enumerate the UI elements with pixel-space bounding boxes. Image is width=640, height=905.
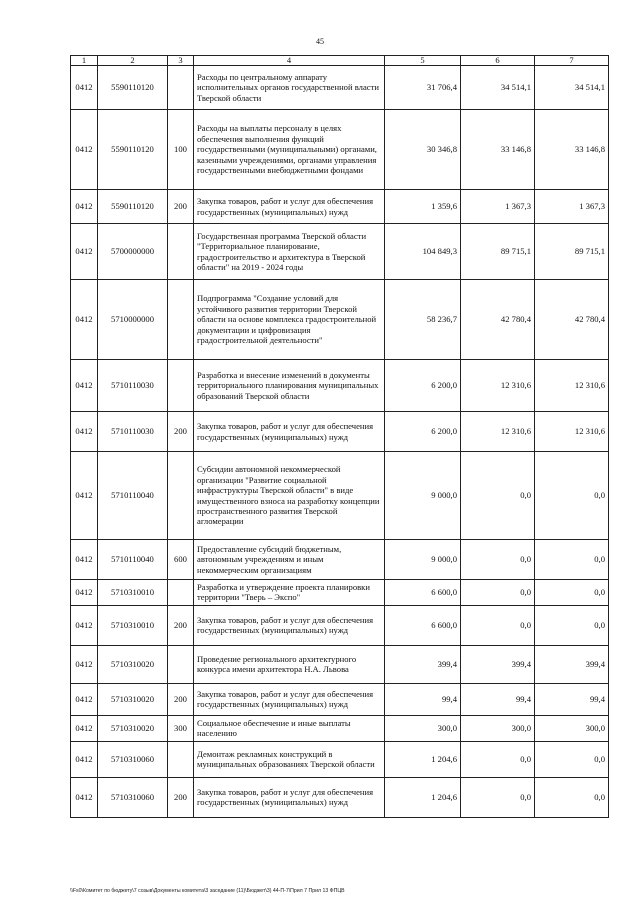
table-row xyxy=(71,110,609,190)
section-code-cell: 0412 xyxy=(71,110,98,190)
table-row xyxy=(71,224,609,280)
amount-year-3-cell: 33 146,8 xyxy=(535,110,609,190)
expense-type-cell xyxy=(168,580,194,606)
amount-year-3-cell: 99,4 xyxy=(535,683,609,715)
amount-year-3-cell: 34 514,1 xyxy=(535,66,609,110)
section-code-cell: 0412 xyxy=(71,360,98,412)
expense-type-cell: 200 xyxy=(168,683,194,715)
target-article-cell: 5700000000 xyxy=(98,224,168,280)
target-article-cell: 5710310060 xyxy=(98,741,168,777)
section-code-cell: 0412 xyxy=(71,605,98,645)
amount-year-2-cell: 0,0 xyxy=(461,580,535,606)
amount-year-2-cell: 0,0 xyxy=(461,540,535,580)
table-row xyxy=(71,715,609,741)
target-article-cell: 5710310020 xyxy=(98,715,168,741)
amount-year-1-cell: 6 600,0 xyxy=(385,605,461,645)
expense-type-cell: 600 xyxy=(168,540,194,580)
table-row xyxy=(71,66,609,110)
file-path-footer: \\Fs0\Комитет по бюджету\7 созыв\Документы комитета\3 заседание (11)\Бюджет\3) 44-П-7\Прил 7 Прил 13 ФПЦВ xyxy=(70,888,345,894)
section-code-cell: 0412 xyxy=(71,66,98,110)
expense-type-cell: 100 xyxy=(168,110,194,190)
amount-year-2-cell: 42 780,4 xyxy=(461,280,535,360)
section-code-cell: 0412 xyxy=(71,190,98,224)
section-code-cell: 0412 xyxy=(71,540,98,580)
column-number: 4 xyxy=(194,56,385,66)
page-number: 45 xyxy=(316,37,324,46)
table-row xyxy=(71,645,609,683)
target-article-cell: 5710310060 xyxy=(98,777,168,817)
amount-year-3-cell: 12 310,6 xyxy=(535,360,609,412)
target-article-cell: 5710110040 xyxy=(98,452,168,540)
target-article-cell: 5710310020 xyxy=(98,645,168,683)
section-code-cell: 0412 xyxy=(71,224,98,280)
amount-year-3-cell: 12 310,6 xyxy=(535,412,609,452)
section-code-cell: 0412 xyxy=(71,280,98,360)
expense-type-cell xyxy=(168,360,194,412)
target-article-cell: 5710310010 xyxy=(98,580,168,606)
item-name-cell: Государственная программа Тверской области "Территориальное планирование, градостроительство и архитектура в Тверской области" на 2019 - 2024 годы xyxy=(194,224,385,280)
target-article-cell: 5710110040 xyxy=(98,540,168,580)
expense-type-cell: 200 xyxy=(168,190,194,224)
column-number-row xyxy=(71,56,609,66)
item-name-cell: Закупка товаров, работ и услуг для обеспечения государственных (муниципальных) нужд xyxy=(194,412,385,452)
target-article-cell: 5710310020 xyxy=(98,683,168,715)
amount-year-2-cell: 34 514,1 xyxy=(461,66,535,110)
section-code-cell: 0412 xyxy=(71,715,98,741)
item-name-cell: Предоставление субсидий бюджетным, автономным учреждениям и иным некоммерческим организациям xyxy=(194,540,385,580)
expense-type-cell xyxy=(168,741,194,777)
section-code-cell: 0412 xyxy=(71,645,98,683)
section-code-cell: 0412 xyxy=(71,777,98,817)
amount-year-2-cell: 1 367,3 xyxy=(461,190,535,224)
item-name-cell: Проведение регионального архитектурного конкурса имени архитектора Н.А. Львова xyxy=(194,645,385,683)
amount-year-3-cell: 0,0 xyxy=(535,741,609,777)
item-name-cell: Расходы по центральному аппарату исполнительных органов государственной власти Тверской области xyxy=(194,66,385,110)
target-article-cell: 5590110120 xyxy=(98,110,168,190)
expense-type-cell xyxy=(168,280,194,360)
item-name-cell: Социальное обеспечение и иные выплаты населению xyxy=(194,715,385,741)
amount-year-1-cell: 104 849,3 xyxy=(385,224,461,280)
expense-type-cell xyxy=(168,224,194,280)
table-row xyxy=(71,741,609,777)
amount-year-2-cell: 33 146,8 xyxy=(461,110,535,190)
amount-year-3-cell: 0,0 xyxy=(535,605,609,645)
target-article-cell: 5590110120 xyxy=(98,66,168,110)
amount-year-1-cell: 300,0 xyxy=(385,715,461,741)
column-number: 7 xyxy=(535,56,609,66)
amount-year-3-cell: 0,0 xyxy=(535,580,609,606)
amount-year-3-cell: 42 780,4 xyxy=(535,280,609,360)
section-code-cell: 0412 xyxy=(71,580,98,606)
column-number: 6 xyxy=(461,56,535,66)
table-row xyxy=(71,452,609,540)
amount-year-2-cell: 99,4 xyxy=(461,683,535,715)
table-row xyxy=(71,605,609,645)
section-code-cell: 0412 xyxy=(71,683,98,715)
expense-type-cell: 200 xyxy=(168,605,194,645)
expense-type-cell: 200 xyxy=(168,412,194,452)
amount-year-2-cell: 0,0 xyxy=(461,452,535,540)
table-row xyxy=(71,683,609,715)
amount-year-1-cell: 58 236,7 xyxy=(385,280,461,360)
column-number: 5 xyxy=(385,56,461,66)
amount-year-1-cell: 31 706,4 xyxy=(385,66,461,110)
amount-year-1-cell: 30 346,8 xyxy=(385,110,461,190)
section-code-cell: 0412 xyxy=(71,741,98,777)
amount-year-2-cell: 12 310,6 xyxy=(461,360,535,412)
amount-year-3-cell: 0,0 xyxy=(535,540,609,580)
item-name-cell: Закупка товаров, работ и услуг для обеспечения государственных (муниципальных) нужд xyxy=(194,777,385,817)
section-code-cell: 0412 xyxy=(71,412,98,452)
amount-year-2-cell: 0,0 xyxy=(461,741,535,777)
target-article-cell: 5710110030 xyxy=(98,360,168,412)
table-row xyxy=(71,540,609,580)
amount-year-3-cell: 89 715,1 xyxy=(535,224,609,280)
amount-year-1-cell: 9 000,0 xyxy=(385,540,461,580)
expense-type-cell: 200 xyxy=(168,777,194,817)
item-name-cell: Субсидии автономной некоммерческой организации "Развитие социальной инфраструктуры Тверской области" в виде имущественного взноса на разработку концепции пространственного развития Тверской агломерации xyxy=(194,452,385,540)
item-name-cell: Разработка и внесение изменений в документы территориального планирования муниципальных образований Тверской области xyxy=(194,360,385,412)
amount-year-1-cell: 9 000,0 xyxy=(385,452,461,540)
item-name-cell: Разработка и утверждение проекта планировки территории "Тверь – Экспо" xyxy=(194,580,385,606)
amount-year-1-cell: 1 359,6 xyxy=(385,190,461,224)
item-name-cell: Подпрограмма "Создание условий для устойчивого развития территории Тверской области на основе комплекса градостроительной документации и цифровизация градостроительной деятельности" xyxy=(194,280,385,360)
target-article-cell: 5710310010 xyxy=(98,605,168,645)
amount-year-3-cell: 0,0 xyxy=(535,777,609,817)
amount-year-1-cell: 399,4 xyxy=(385,645,461,683)
table-row xyxy=(71,360,609,412)
expense-type-cell xyxy=(168,645,194,683)
amount-year-2-cell: 0,0 xyxy=(461,777,535,817)
expense-type-cell xyxy=(168,452,194,540)
item-name-cell: Закупка товаров, работ и услуг для обеспечения государственных (муниципальных) нужд xyxy=(194,190,385,224)
amount-year-2-cell: 89 715,1 xyxy=(461,224,535,280)
amount-year-1-cell: 1 204,6 xyxy=(385,741,461,777)
amount-year-1-cell: 99,4 xyxy=(385,683,461,715)
amount-year-1-cell: 1 204,6 xyxy=(385,777,461,817)
amount-year-3-cell: 300,0 xyxy=(535,715,609,741)
item-name-cell: Расходы на выплаты персоналу в целях обеспечения выполнения функций государственными (муниципальными) органами, казенными учреждениями, органами управления государственными внебюджетными фондами xyxy=(194,110,385,190)
column-number: 2 xyxy=(98,56,168,66)
amount-year-3-cell: 399,4 xyxy=(535,645,609,683)
expense-type-cell: 300 xyxy=(168,715,194,741)
column-number: 1 xyxy=(71,56,98,66)
amount-year-2-cell: 399,4 xyxy=(461,645,535,683)
section-code-cell: 0412 xyxy=(71,452,98,540)
amount-year-1-cell: 6 600,0 xyxy=(385,580,461,606)
target-article-cell: 5590110120 xyxy=(98,190,168,224)
column-number: 3 xyxy=(168,56,194,66)
amount-year-2-cell: 0,0 xyxy=(461,605,535,645)
table-row xyxy=(71,190,609,224)
target-article-cell: 5710000000 xyxy=(98,280,168,360)
item-name-cell: Закупка товаров, работ и услуг для обеспечения государственных (муниципальных) нужд xyxy=(194,605,385,645)
item-name-cell: Закупка товаров, работ и услуг для обеспечения государственных (муниципальных) нужд xyxy=(194,683,385,715)
table-body xyxy=(71,66,609,818)
amount-year-3-cell: 1 367,3 xyxy=(535,190,609,224)
amount-year-3-cell: 0,0 xyxy=(535,452,609,540)
amount-year-1-cell: 6 200,0 xyxy=(385,360,461,412)
target-article-cell: 5710110030 xyxy=(98,412,168,452)
budget-table xyxy=(70,55,609,818)
amount-year-2-cell: 12 310,6 xyxy=(461,412,535,452)
amount-year-1-cell: 6 200,0 xyxy=(385,412,461,452)
table-row xyxy=(71,580,609,606)
expense-type-cell xyxy=(168,66,194,110)
item-name-cell: Демонтаж рекламных конструкций в муниципальных образованиях Тверской области xyxy=(194,741,385,777)
table-row xyxy=(71,412,609,452)
table-row xyxy=(71,777,609,817)
amount-year-2-cell: 300,0 xyxy=(461,715,535,741)
table-row xyxy=(71,280,609,360)
